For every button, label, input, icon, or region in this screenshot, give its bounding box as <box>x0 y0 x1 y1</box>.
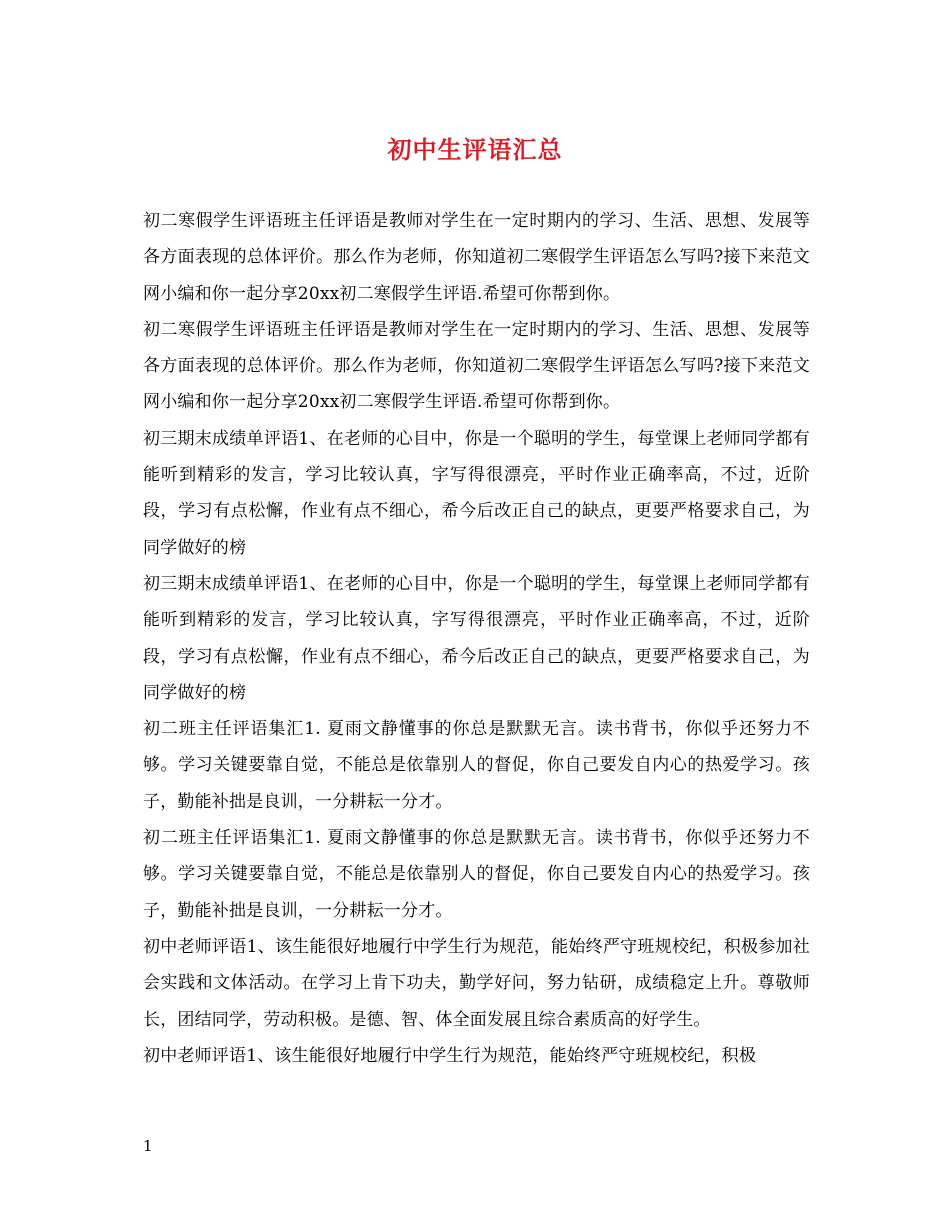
paragraph: 初中老师评语1、该生能很好地履行中学生行为规范，能始终严守班规校纪，积极参加社会实践和文体活动。在学习上肯下功夫，勤学好问，努力钻研，成绩稳定上升。尊敬师长，团结同学，劳动积极。是德、智、体全面发展且综合素质高的好学生。 <box>143 936 810 1030</box>
document-body <box>143 203 810 1074</box>
page-number: 1 <box>143 1137 153 1155</box>
paragraph: 初三期末成绩单评语1、在老师的心目中，你是一个聪明的学生，每堂课上老师同学都有能听到精彩的发言，学习比较认真，字写得很漂亮，平时作业正确率高，不过，近阶段，学习有点松懈，作业有点不细心，希今后改正自己的缺点，更要严格要求自己，为同学做好的榜 <box>143 428 810 558</box>
paragraph: 初二班主任评语集汇1. 夏雨文静懂事的你总是默默无言。读书背书，你似乎还努力不够。学习关键要靠自觉，不能总是依靠别人的督促，你自己要发自内心的热爱学习。孩子，勤能补拙是良训，一分耕耘一分才。 <box>143 719 810 812</box>
paragraph: 初中老师评语1、该生能很好地履行中学生行为规范，能始终严守班规校纪，积极 <box>143 1045 757 1066</box>
paragraph: 初二寒假学生评语班主任评语是教师对学生在一定时期内的学习、生活、思想、发展等各方面表现的总体评价。那么作为老师，你知道初二寒假学生评语怎么写吗?接下来范文网小编和你一起分享20xx初二寒假学生评语.希望可你帮到你。 <box>143 211 810 304</box>
paragraph: 初三期末成绩单评语1、在老师的心目中，你是一个聪明的学生，每堂课上老师同学都有能听到精彩的发言，学习比较认真，字写得很漂亮，平时作业正确率高，不过，近阶段，学习有点松懈，作业有点不细心，希今后改正自己的缺点，更要严格要求自己，为同学做好的榜 <box>143 573 810 703</box>
paragraph: 初二班主任评语集汇1. 夏雨文静懂事的你总是默默无言。读书背书，你似乎还努力不够。学习关键要靠自觉，不能总是依靠别人的督促，你自己要发自内心的热爱学习。孩子，勤能补拙是良训，一分耕耘一分才。 <box>143 828 810 921</box>
paragraph: 初二寒假学生评语班主任评语是教师对学生在一定时期内的学习、生活、思想、发展等各方面表现的总体评价。那么作为老师，你知道初二寒假学生评语怎么写吗?接下来范文网小编和你一起分享20xx初二寒假学生评语.希望可你帮到你。 <box>143 319 810 413</box>
document-title: 初中生评语汇总 <box>387 135 563 164</box>
